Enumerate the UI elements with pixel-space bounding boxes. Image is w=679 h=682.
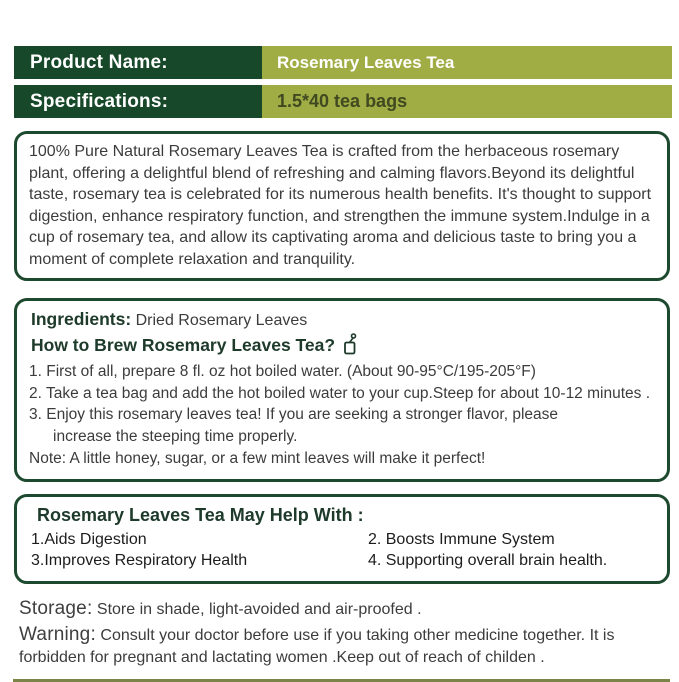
brew-step-1: 1. First of all, prepare 8 fl. oz hot boiled water. (About 90-95°C/195-205°F)	[29, 363, 536, 380]
warning-label: Warning:	[19, 623, 96, 645]
header-table	[14, 46, 672, 118]
storage-line	[19, 598, 672, 621]
brew-step-2: 2. Take a tea bag and add the hot boiled water to your cup.Steep for about 10-12 minutes .	[29, 384, 650, 402]
brew-title-line	[31, 333, 657, 356]
benefits-list	[29, 531, 655, 570]
specifications-value: 1.5*40 tea bags	[262, 85, 672, 118]
product-name-value: Rosemary Leaves Tea	[262, 46, 672, 79]
benefit-item-3: 3.Improves Respiratory Health	[31, 551, 248, 569]
benefit-item-1: 1.Aids Digestion	[31, 530, 147, 548]
brew-title: How to Brew Rosemary Leaves Tea?	[31, 335, 336, 355]
teabag-icon	[342, 333, 358, 356]
ingredients-line	[29, 306, 657, 331]
ingredients-label: Ingredients:	[31, 309, 132, 329]
benefits-title: Rosemary Leaves Tea May Help With :	[37, 504, 364, 525]
specifications-label: Specifications:	[14, 85, 262, 118]
warning-line	[19, 624, 672, 669]
storage-label: Storage:	[19, 597, 93, 619]
brew-step-3: 3. Enjoy this rosemary leaves tea! If you are seeking a stronger flavor, please	[29, 406, 558, 423]
warning-text: Consult your doctor before use if you taking other medicine together. It is forbidden for pregnant and lactating women .Keep out of reach of childen .	[19, 626, 615, 666]
benefit-item-2: 2. Boosts Immune System	[367, 530, 555, 548]
benefits-box	[14, 494, 670, 584]
ingredients-value: Dried Rosemary Leaves	[135, 312, 308, 329]
storage-text: Store in shade, light-avoided and air-proofed .	[96, 600, 422, 618]
header-row-specifications	[14, 85, 672, 118]
header-row-product-name	[14, 46, 672, 79]
description-box	[14, 131, 670, 281]
brew-box	[14, 298, 670, 482]
benefit-item-4: 4. Supporting overall brain health.	[367, 551, 608, 569]
product-name-label: Product Name:	[14, 46, 262, 79]
brew-note: Note: A little honey, sugar, or a few mint leaves will make it perfect!	[29, 450, 486, 467]
footer	[14, 598, 672, 682]
brew-step-3-continued: increase the steeping time properly.	[53, 427, 298, 445]
description-text: 100% Pure Natural Rosemary Leaves Tea is crafted from the herbaceous rosemary plant, offering a delightful blend of refreshing and calming flavors.Beyond its delightful taste, rosemary tea is celebrated for its numerous health benefits. It's thought to support digestion, enhance respiratory function, and strengthen the immune system.Indulge in a cup of rosemary tea, and allow its captivating aroma and delicious taste to bring you a moment of complete relaxation and tranquility.	[29, 143, 652, 268]
